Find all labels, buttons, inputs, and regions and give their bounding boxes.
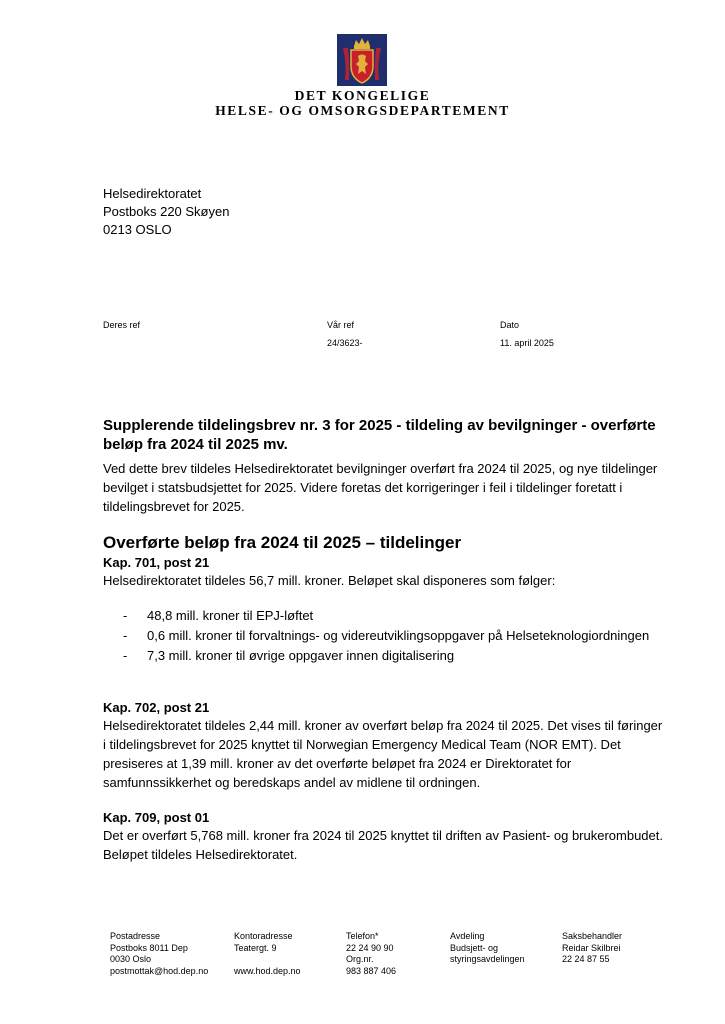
footer-line: Reidar Skilbrei (562, 942, 621, 953)
footer-saksbehandler (562, 931, 622, 966)
department-line-2: HELSE- OG OMSORGSDEPARTEMENT (215, 103, 510, 118)
footer-postadresse (110, 931, 208, 977)
kap701-bullet-list (103, 607, 663, 667)
footer-line: 22 24 87 55 (562, 954, 610, 964)
bullet-text: 0,6 mill. kroner til forvaltnings- og videreutviklingsoppgaver på Helseteknologiordningen (147, 628, 650, 643)
kap702-heading: Kap. 702, post 21 (103, 700, 210, 715)
footer-line: Teatergt. 9 (234, 942, 277, 953)
recipient-postal: 0213 OSLO (103, 222, 172, 237)
footer-line: Postboks 8011 Dep (110, 942, 188, 953)
department-line-1: DET KONGELIGE (294, 88, 431, 103)
list-item: - 48,8 mill. kroner til EPJ-løftet (123, 608, 314, 623)
section-heading: Overførte beløp fra 2024 til 2025 – tildelinger (103, 533, 462, 552)
var-ref-value: 24/3623- (327, 338, 363, 348)
footer-heading: Postadresse (110, 931, 161, 941)
footer-kontoradresse (234, 931, 301, 977)
kap709-heading: Kap. 709, post 01 (103, 810, 210, 825)
footer-heading: Telefon* (346, 931, 379, 941)
list-item: - 7,3 mill. kroner til øvrige oppgaver innen digitalisering (123, 648, 455, 663)
recipient-address (103, 185, 229, 239)
footer-line: 22 24 90 90 (346, 942, 394, 953)
footer-line: 0030 Oslo (110, 954, 152, 964)
footer-avdeling (450, 931, 525, 966)
footer-telefon (346, 931, 396, 977)
recipient-street: Postboks 220 Skøyen (103, 204, 230, 219)
footer-website: www.hod.dep.no (234, 965, 301, 976)
bullet-text: 7,3 mill. kroner til øvrige oppgaver innen digitalisering (147, 648, 455, 663)
footer-heading: Kontoradresse (234, 931, 293, 941)
kap701-text: Helsedirektoratet tildeles 56,7 mill. kroner. Beløpet skal disponeres som følger: (103, 573, 556, 588)
royal-crest-icon (337, 34, 387, 86)
bullet-text: 48,8 mill. kroner til EPJ-løftet (147, 608, 314, 623)
footer-line: Org.nr. (346, 954, 374, 964)
date-value: 11. april 2025 (500, 338, 554, 348)
footer-heading: Saksbehandler (562, 931, 623, 941)
footer-email: postmottak@hod.dep.no (110, 965, 209, 976)
footer-heading: Avdeling (450, 931, 485, 941)
kap709-text: Det er overført 5,768 mill. kroner fra 2024 til 2025 knyttet til driften av Pasient- og brukerombudet. Beløpet tildeles Helsedirektoratet. (103, 828, 663, 862)
deres-ref-label: Deres ref (103, 320, 141, 330)
recipient-name: Helsedirektoratet (103, 186, 202, 201)
intro-paragraph: Ved dette brev tildeles Helsedirektoratet bevilgninger overført fra 2024 til 2025, og nye tildelinger bevilget i statsbudsjettet for 2025. Videre foretas det korrigeringer i feil i tildelinger foretatt i tildelingsbrevet for 2025. (103, 461, 658, 514)
list-item: - 0,6 mill. kroner til forvaltnings- og videreutviklingsoppgaver på Helseteknologiordningen (123, 628, 650, 643)
letter-title: Supplerende tildelingsbrev nr. 3 for 2025 - tildeling av bevilgninger - overførte beløp fra 2024 til 2025 mv. (103, 417, 656, 453)
kap702-text: Helsedirektoratet tildeles 2,44 mill. kroner av overført beløp fra 2024 til 2025. Det vises til føringer i tildelingsbrevet for 2025 knyttet til Norwegian Emergency Medical Team (NOR EMT). Det presiseres at 1,39 mill. kroner av det overførte beløpet fra 2024 er Direktoratet for samfunnssikkerhet og beredskaps andel av midlene til ordningen. (103, 718, 663, 790)
footer-line: Budsjett- og (450, 942, 499, 953)
var-ref-label: Vår ref (327, 320, 355, 330)
footer-line: 983 887 406 (346, 965, 397, 976)
footer-line (234, 954, 301, 966)
footer-line: styringsavdelingen (450, 954, 525, 964)
kap701-heading: Kap. 701, post 21 (103, 555, 210, 570)
date-label: Dato (500, 320, 520, 330)
